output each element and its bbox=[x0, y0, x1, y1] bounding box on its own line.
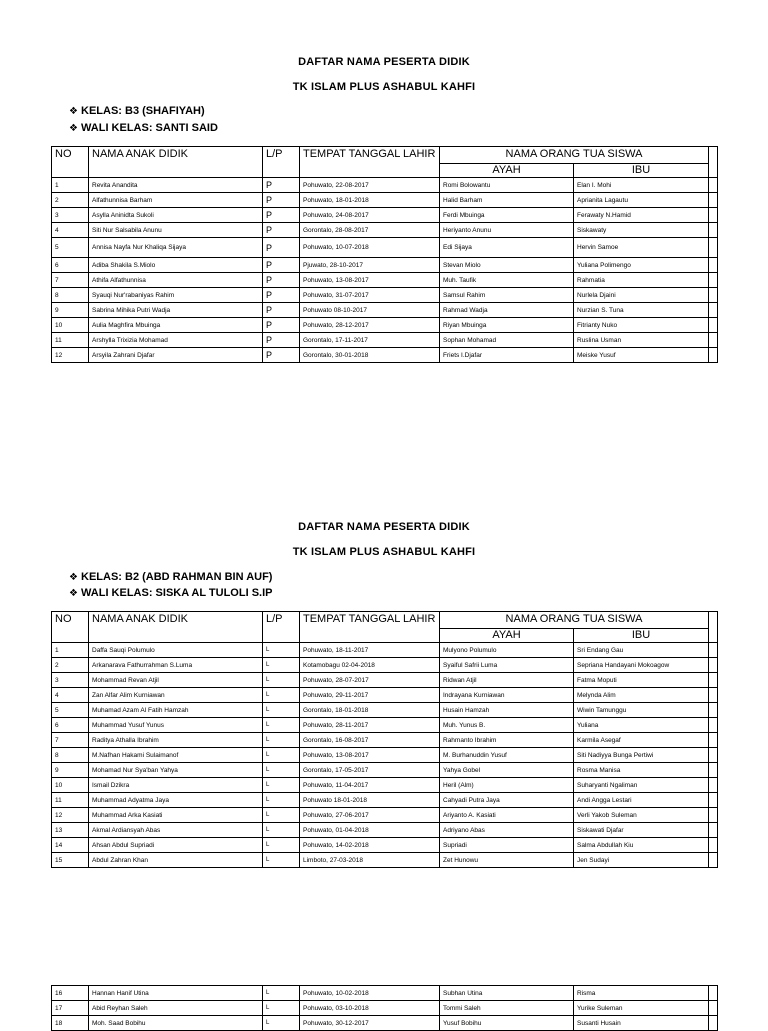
cell-no: 14 bbox=[52, 838, 89, 853]
empty-cell bbox=[709, 288, 718, 303]
empty-cell bbox=[709, 303, 718, 318]
table-row bbox=[52, 688, 718, 703]
table-row bbox=[52, 733, 718, 748]
cell-father-name: Zet Hunowu bbox=[440, 853, 574, 868]
cell-sex: L bbox=[263, 823, 300, 838]
cell-sex: P bbox=[263, 258, 300, 273]
empty-cell bbox=[709, 718, 718, 733]
empty-cell bbox=[709, 348, 718, 363]
cell-mother-name: Andi Angga Lestari bbox=[574, 793, 709, 808]
empty-cell bbox=[709, 1001, 718, 1016]
empty-cell bbox=[709, 273, 718, 288]
column-header-no: NO bbox=[52, 147, 89, 178]
cell-father-name: Subhan Utina bbox=[440, 986, 574, 1001]
cell-father-name: Heril (Alm) bbox=[440, 778, 574, 793]
cell-no: 1 bbox=[52, 643, 89, 658]
cell-birth: Pohuwato, 29-11-2017 bbox=[300, 688, 440, 703]
cell-birth: Pohuwato, 13-08-2017 bbox=[300, 273, 440, 288]
cell-father-name: Friets I.Djafar bbox=[440, 348, 574, 363]
cell-birth: Pohuwato, 10-02-2018 bbox=[300, 986, 440, 1001]
empty-cell bbox=[709, 238, 718, 258]
cell-no: 5 bbox=[52, 238, 89, 258]
school-name: TK ISLAM PLUS ASHABUL KAHFI bbox=[292, 546, 476, 558]
empty-column-header bbox=[709, 147, 718, 178]
cell-birth: Pohuwato, 14-02-2018 bbox=[300, 838, 440, 853]
table-row bbox=[52, 808, 718, 823]
cell-student-name: Annisa Nayfa Nur Khaliqa Sijaya bbox=[89, 238, 263, 258]
empty-cell bbox=[709, 333, 718, 348]
cell-student-name: Hannan Hanif Utina bbox=[89, 986, 263, 1001]
cell-student-name: Raditya Athalla Ibrahim bbox=[89, 733, 263, 748]
cell-birth: Pohuwato, 28-07-2017 bbox=[300, 673, 440, 688]
cell-mother-name: Verli Yakob Suleman bbox=[574, 808, 709, 823]
cell-mother-name: Hervin Samoe bbox=[574, 238, 709, 258]
empty-cell bbox=[709, 193, 718, 208]
cell-no: 5 bbox=[52, 703, 89, 718]
table-row bbox=[52, 333, 718, 348]
cell-no: 16 bbox=[52, 986, 89, 1001]
cell-no: 12 bbox=[52, 808, 89, 823]
cell-mother-name: Aprianita Lagautu bbox=[574, 193, 709, 208]
cell-sex: L bbox=[263, 658, 300, 673]
student-table-continued bbox=[51, 985, 718, 1031]
cell-no: 6 bbox=[52, 718, 89, 733]
cell-father-name: Indrayana Kurniawan bbox=[440, 688, 574, 703]
cell-no: 12 bbox=[52, 348, 89, 363]
school-name: TK ISLAM PLUS ASHABUL KAHFI bbox=[292, 81, 476, 93]
table-row bbox=[52, 178, 718, 193]
cell-mother-name: Siskawaty bbox=[574, 223, 709, 238]
cell-mother-name: Nurlela Djaini bbox=[574, 288, 709, 303]
student-table bbox=[51, 146, 718, 363]
cell-no: 4 bbox=[52, 223, 89, 238]
empty-cell bbox=[709, 838, 718, 853]
cell-father-name: Adriyano Abas bbox=[440, 823, 574, 838]
cell-birth: Pjuwato, 28-10-2017 bbox=[300, 258, 440, 273]
table-row bbox=[52, 193, 718, 208]
table-row bbox=[52, 643, 718, 658]
cell-sex: L bbox=[263, 673, 300, 688]
cell-sex: P bbox=[263, 273, 300, 288]
empty-cell bbox=[709, 208, 718, 223]
cell-mother-name: Karmila Asegaf bbox=[574, 733, 709, 748]
table-row bbox=[52, 673, 718, 688]
cell-sex: P bbox=[263, 208, 300, 223]
table-row bbox=[52, 658, 718, 673]
empty-cell bbox=[709, 703, 718, 718]
diamond-bullet-icon: ❖ bbox=[69, 106, 78, 117]
column-header-name: NAMA ANAK DIDIK bbox=[89, 147, 263, 178]
cell-birth: Gorontalo, 30-01-2018 bbox=[300, 348, 440, 363]
cell-student-name: Muhammad Yusuf Yunus bbox=[89, 718, 263, 733]
cell-mother-name: Susanti Husain bbox=[574, 1016, 709, 1031]
diamond-bullet-icon: ❖ bbox=[69, 572, 78, 583]
cell-father-name: Romi Bolowantu bbox=[440, 178, 574, 193]
cell-mother-name: Yuliana bbox=[574, 718, 709, 733]
cell-student-name: Muhammad Arka Kasiati bbox=[89, 808, 263, 823]
cell-student-name: Ismail Dzikra bbox=[89, 778, 263, 793]
homeroom-teacher-info: ❖ WALI KELAS: SANTI SAID bbox=[69, 122, 218, 134]
table-row bbox=[52, 303, 718, 318]
empty-cell bbox=[709, 658, 718, 673]
cell-no: 4 bbox=[52, 688, 89, 703]
cell-no: 11 bbox=[52, 333, 89, 348]
table-row bbox=[52, 823, 718, 838]
cell-birth: Limboto, 27-03-2018 bbox=[300, 853, 440, 868]
cell-mother-name: Suharyanti Ngaliman bbox=[574, 778, 709, 793]
cell-sex: P bbox=[263, 178, 300, 193]
cell-student-name: Siti Nur Salsabila Anunu bbox=[89, 223, 263, 238]
cell-sex: P bbox=[263, 348, 300, 363]
empty-cell bbox=[709, 178, 718, 193]
cell-sex: L bbox=[263, 778, 300, 793]
cell-student-name: Daffa Sauqi Polumulo bbox=[89, 643, 263, 658]
cell-birth: Pohuwato, 18-01-2018 bbox=[300, 193, 440, 208]
cell-birth: Gorontalo, 18-01-2018 bbox=[300, 703, 440, 718]
empty-cell bbox=[709, 673, 718, 688]
cell-birth: Pohuwato 18-01-2018 bbox=[300, 793, 440, 808]
cell-birth: Pohuwato, 22-08-2017 bbox=[300, 178, 440, 193]
empty-cell bbox=[709, 223, 718, 238]
cell-mother-name: Sri Endang Gau bbox=[574, 643, 709, 658]
cell-mother-name: Risma bbox=[574, 986, 709, 1001]
cell-student-name: Arkanarava Fathurrahman S.Luma bbox=[89, 658, 263, 673]
cell-sex: L bbox=[263, 1016, 300, 1031]
cell-sex: L bbox=[263, 808, 300, 823]
cell-student-name: Arshylla Trixizia Mohamad bbox=[89, 333, 263, 348]
cell-birth: Pohuwato, 28-11-2017 bbox=[300, 718, 440, 733]
cell-no: 9 bbox=[52, 303, 89, 318]
cell-no: 8 bbox=[52, 288, 89, 303]
cell-no: 10 bbox=[52, 318, 89, 333]
cell-father-name: Samsul Rahim bbox=[440, 288, 574, 303]
column-header-father: AYAH bbox=[440, 629, 574, 643]
empty-cell bbox=[709, 778, 718, 793]
empty-cell bbox=[709, 733, 718, 748]
table-row bbox=[52, 288, 718, 303]
cell-sex: P bbox=[263, 318, 300, 333]
cell-mother-name: Fatma Moputi bbox=[574, 673, 709, 688]
cell-birth: Pohuwato, 28-12-2017 bbox=[300, 318, 440, 333]
cell-sex: P bbox=[263, 303, 300, 318]
cell-father-name: Mulyono Polumulo bbox=[440, 643, 574, 658]
table-row bbox=[52, 258, 718, 273]
cell-no: 15 bbox=[52, 853, 89, 868]
empty-cell bbox=[709, 793, 718, 808]
cell-father-name: Muh. Yunus B. bbox=[440, 718, 574, 733]
cell-student-name: Athifa Alfathunnisa bbox=[89, 273, 263, 288]
cell-sex: P bbox=[263, 238, 300, 258]
table-row bbox=[52, 318, 718, 333]
cell-mother-name: Yurike Suleman bbox=[574, 1001, 709, 1016]
cell-birth: Pohuwato, 10-07-2018 bbox=[300, 238, 440, 258]
cell-father-name: M. Burhanuddin Yusuf bbox=[440, 748, 574, 763]
cell-student-name: Abid Reyhan Saleh bbox=[89, 1001, 263, 1016]
cell-sex: P bbox=[263, 223, 300, 238]
cell-birth: Pohuwato 08-10-2017 bbox=[300, 303, 440, 318]
table-row bbox=[52, 703, 718, 718]
cell-sex: P bbox=[263, 193, 300, 208]
cell-student-name: Muhamad Azam Al Fatih Hamzah bbox=[89, 703, 263, 718]
empty-cell bbox=[709, 318, 718, 333]
cell-mother-name: Ferawaty N.Hamid bbox=[574, 208, 709, 223]
column-header-birth: TEMPAT TANGGAL LAHIR bbox=[300, 147, 440, 178]
table-row bbox=[52, 853, 718, 868]
cell-sex: L bbox=[263, 763, 300, 778]
cell-student-name: Akmal Ardiansyah Abas bbox=[89, 823, 263, 838]
cell-mother-name: Meiske Yusuf bbox=[574, 348, 709, 363]
cell-student-name: Zan Alfar Alim Kurniawan bbox=[89, 688, 263, 703]
table-row bbox=[52, 748, 718, 763]
empty-cell bbox=[709, 823, 718, 838]
cell-student-name: Asylla Aninidta Sukoli bbox=[89, 208, 263, 223]
cell-no: 3 bbox=[52, 208, 89, 223]
table-row bbox=[52, 793, 718, 808]
table-header-row bbox=[52, 147, 718, 164]
cell-student-name: Abdul Zahran Khan bbox=[89, 853, 263, 868]
cell-father-name: Husain Hamzah bbox=[440, 703, 574, 718]
cell-father-name: Ariyanto A. Kasiati bbox=[440, 808, 574, 823]
table-row bbox=[52, 1016, 718, 1031]
column-header-parents: NAMA ORANG TUA SISWA bbox=[440, 612, 709, 629]
cell-no: 13 bbox=[52, 823, 89, 838]
cell-birth: Pohuwato, 27-06-2017 bbox=[300, 808, 440, 823]
cell-mother-name: Ruslina Usman bbox=[574, 333, 709, 348]
table-row bbox=[52, 348, 718, 363]
table-row bbox=[52, 778, 718, 793]
cell-mother-name: Elan I. Mohi bbox=[574, 178, 709, 193]
empty-column-header bbox=[709, 612, 718, 643]
cell-sex: L bbox=[263, 853, 300, 868]
cell-no: 2 bbox=[52, 658, 89, 673]
cell-sex: L bbox=[263, 688, 300, 703]
cell-no: 11 bbox=[52, 793, 89, 808]
cell-mother-name: Siskawati Djafar bbox=[574, 823, 709, 838]
cell-student-name: Syauqi Nur'rabaniyas Rahim bbox=[89, 288, 263, 303]
cell-birth: Gorontalo, 17-11-2017 bbox=[300, 333, 440, 348]
cell-birth: Gorontalo, 28-08-2017 bbox=[300, 223, 440, 238]
cell-no: 7 bbox=[52, 733, 89, 748]
column-header-birth: TEMPAT TANGGAL LAHIR bbox=[300, 612, 440, 643]
cell-no: 9 bbox=[52, 763, 89, 778]
cell-father-name: Stevan Miolo bbox=[440, 258, 574, 273]
table-header-row bbox=[52, 612, 718, 629]
cell-father-name: Heriyanto Anunu bbox=[440, 223, 574, 238]
cell-no: 17 bbox=[52, 1001, 89, 1016]
cell-mother-name: Sepriana Handayani Mokoagow bbox=[574, 658, 709, 673]
cell-no: 3 bbox=[52, 673, 89, 688]
cell-sex: L bbox=[263, 838, 300, 853]
cell-father-name: Supriadi bbox=[440, 838, 574, 853]
cell-mother-name: Wiwin Tamunggu bbox=[574, 703, 709, 718]
cell-sex: L bbox=[263, 748, 300, 763]
empty-cell bbox=[709, 808, 718, 823]
column-header-sex: L/P bbox=[263, 147, 300, 178]
cell-birth: Pohuwato, 13-08-2017 bbox=[300, 748, 440, 763]
diamond-bullet-icon: ❖ bbox=[69, 123, 78, 134]
homeroom-teacher-info: ❖ WALI KELAS: SISKA AL TULOLI S.IP bbox=[69, 587, 273, 599]
cell-father-name: Riyan Mbuinga bbox=[440, 318, 574, 333]
cell-mother-name: Nurzian S. Tuna bbox=[574, 303, 709, 318]
cell-birth: Pohuwato, 11-04-2017 bbox=[300, 778, 440, 793]
column-header-no: NO bbox=[52, 612, 89, 643]
cell-birth: Pohuwato, 01-04-2018 bbox=[300, 823, 440, 838]
table-row bbox=[52, 1001, 718, 1016]
cell-birth: Gorontalo, 17-05-2017 bbox=[300, 763, 440, 778]
table-row bbox=[52, 273, 718, 288]
cell-student-name: Alfathunnisa Barham bbox=[89, 193, 263, 208]
cell-student-name: Muhammad Adyatma Jaya bbox=[89, 793, 263, 808]
empty-cell bbox=[709, 986, 718, 1001]
cell-mother-name: Jen Sudayi bbox=[574, 853, 709, 868]
document-title: DAFTAR NAMA PESERTA DIDIK bbox=[298, 521, 470, 533]
empty-cell bbox=[709, 748, 718, 763]
cell-father-name: Rahmad Wadja bbox=[440, 303, 574, 318]
empty-cell bbox=[709, 763, 718, 778]
cell-mother-name: Fitrianty Nuko bbox=[574, 318, 709, 333]
student-table bbox=[51, 611, 718, 868]
cell-sex: L bbox=[263, 643, 300, 658]
table-row bbox=[52, 763, 718, 778]
table-row bbox=[52, 223, 718, 238]
cell-no: 18 bbox=[52, 1016, 89, 1031]
cell-student-name: Ahsan Abdul Supriadi bbox=[89, 838, 263, 853]
cell-father-name: Yusuf Bobihu bbox=[440, 1016, 574, 1031]
cell-father-name: Sophan Mohamad bbox=[440, 333, 574, 348]
cell-sex: L bbox=[263, 986, 300, 1001]
empty-cell bbox=[709, 643, 718, 658]
cell-father-name: Ridwan Atjil bbox=[440, 673, 574, 688]
cell-student-name: Aulia Maghfira Mbuinga bbox=[89, 318, 263, 333]
cell-father-name: Edi Sijaya bbox=[440, 238, 574, 258]
column-header-parents: NAMA ORANG TUA SISWA bbox=[440, 147, 709, 164]
cell-father-name: Yahya Gobel bbox=[440, 763, 574, 778]
cell-no: 6 bbox=[52, 258, 89, 273]
cell-student-name: Mohamad Nur Sya'ban Yahya bbox=[89, 763, 263, 778]
cell-sex: L bbox=[263, 793, 300, 808]
class-info: ❖ KELAS: B3 (SHAFIYAH) bbox=[69, 105, 205, 117]
table-row bbox=[52, 838, 718, 853]
cell-father-name: Cahyadi Putra Jaya bbox=[440, 793, 574, 808]
class-info: ❖ KELAS: B2 (ABD RAHMAN BIN AUF) bbox=[69, 571, 273, 583]
table-row bbox=[52, 208, 718, 223]
cell-mother-name: Rosma Manisa bbox=[574, 763, 709, 778]
cell-student-name: Revita Anandita bbox=[89, 178, 263, 193]
column-header-father: AYAH bbox=[440, 164, 574, 178]
cell-mother-name: Salma Abdullah Kiu bbox=[574, 838, 709, 853]
cell-student-name: Mohammad Revan Atjil bbox=[89, 673, 263, 688]
cell-father-name: Syaiful Safrii Luma bbox=[440, 658, 574, 673]
cell-no: 7 bbox=[52, 273, 89, 288]
cell-no: 8 bbox=[52, 748, 89, 763]
cell-birth: Kotamobagu 02-04-2018 bbox=[300, 658, 440, 673]
cell-no: 1 bbox=[52, 178, 89, 193]
cell-sex: L bbox=[263, 718, 300, 733]
document-title: DAFTAR NAMA PESERTA DIDIK bbox=[298, 56, 470, 68]
cell-father-name: Halid Barham bbox=[440, 193, 574, 208]
cell-student-name: Moh. Saad Bobihu bbox=[89, 1016, 263, 1031]
cell-student-name: Arsyila Zahrani Djafar bbox=[89, 348, 263, 363]
cell-student-name: M.Nafhan Hakami Sulaimanof bbox=[89, 748, 263, 763]
cell-birth: Pohuwato, 03-10-2018 bbox=[300, 1001, 440, 1016]
cell-mother-name: Rahmatia bbox=[574, 273, 709, 288]
cell-father-name: Muh. Taufik bbox=[440, 273, 574, 288]
cell-sex: P bbox=[263, 333, 300, 348]
empty-cell bbox=[709, 1016, 718, 1031]
cell-birth: Pohuwato, 24-08-2017 bbox=[300, 208, 440, 223]
cell-birth: Pohuwato, 18-11-2017 bbox=[300, 643, 440, 658]
cell-birth: Gorontalo, 16-08-2017 bbox=[300, 733, 440, 748]
cell-birth: Pohuwato, 30-12-2017 bbox=[300, 1016, 440, 1031]
cell-sex: L bbox=[263, 1001, 300, 1016]
cell-birth: Pohuwato, 31-07-2017 bbox=[300, 288, 440, 303]
cell-mother-name: Melynda Alim bbox=[574, 688, 709, 703]
column-header-sex: L/P bbox=[263, 612, 300, 643]
cell-sex: P bbox=[263, 288, 300, 303]
cell-no: 2 bbox=[52, 193, 89, 208]
table-row bbox=[52, 238, 718, 258]
cell-father-name: Tommi Saleh bbox=[440, 1001, 574, 1016]
cell-father-name: Ferdi Mbuinga bbox=[440, 208, 574, 223]
cell-mother-name: Yuliana Polimengo bbox=[574, 258, 709, 273]
cell-father-name: Rahmanto Ibrahim bbox=[440, 733, 574, 748]
cell-sex: L bbox=[263, 703, 300, 718]
empty-cell bbox=[709, 258, 718, 273]
table-row bbox=[52, 986, 718, 1001]
cell-sex: L bbox=[263, 733, 300, 748]
column-header-mother: IBU bbox=[574, 629, 709, 643]
empty-cell bbox=[709, 853, 718, 868]
table-row bbox=[52, 718, 718, 733]
empty-cell bbox=[709, 688, 718, 703]
cell-no: 10 bbox=[52, 778, 89, 793]
cell-mother-name: Siti Nadiyya Bunga Pertiwi bbox=[574, 748, 709, 763]
column-header-mother: IBU bbox=[574, 164, 709, 178]
column-header-name: NAMA ANAK DIDIK bbox=[89, 612, 263, 643]
cell-student-name: Sabrina Mihika Putri Wadja bbox=[89, 303, 263, 318]
cell-student-name: Adiba Shakila S.Miolo bbox=[89, 258, 263, 273]
diamond-bullet-icon: ❖ bbox=[69, 588, 78, 599]
